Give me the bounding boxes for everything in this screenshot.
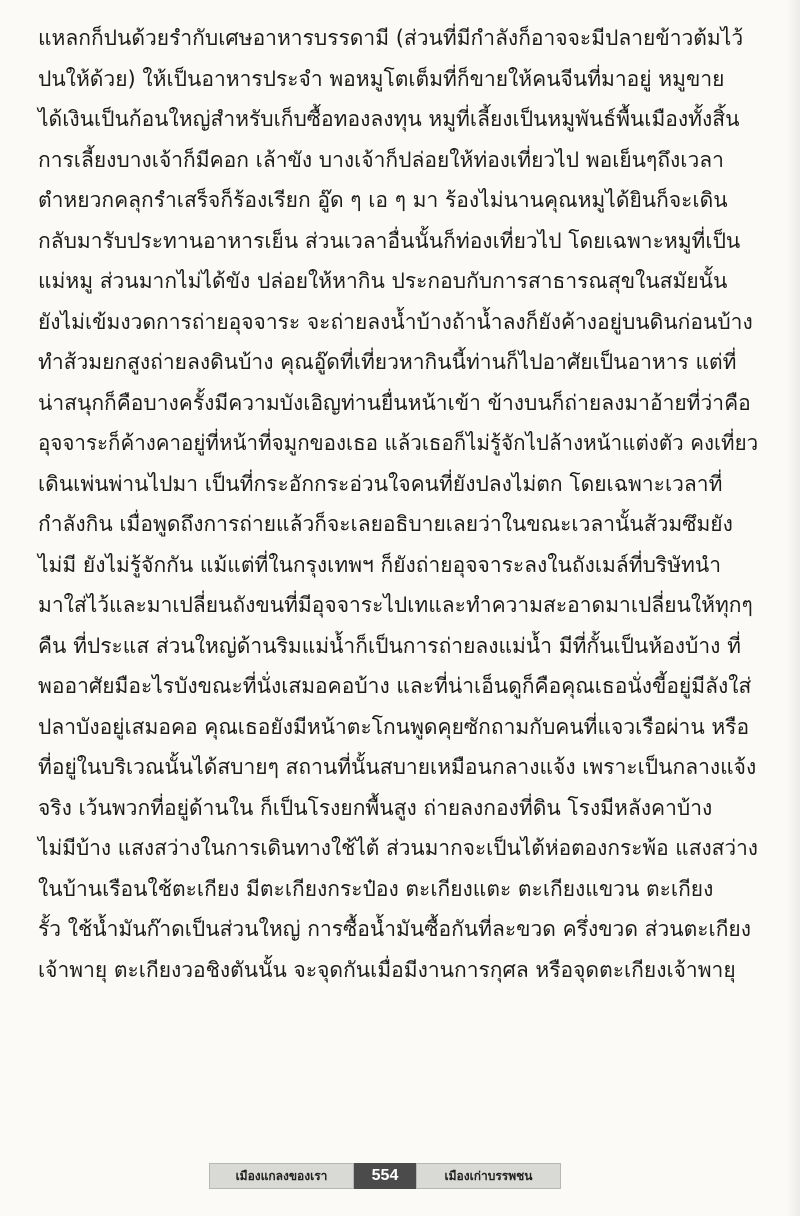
text-line-22: ในบ้านเรือนใช้ตะเกียง มีตะเกียงกระป๋อง ตะเกียงแตะ ตะเกียงแขวน ตะเกียง	[38, 876, 714, 901]
footer-book-title: เมืองแกลงของเรา	[209, 1163, 354, 1189]
text-line-10: น่าสนุกก็คือบางครั้งมีความบังเอิญท่านยื่นหน้าเข้า ข้างบนก็ถ่ายลงมาอ้ายที่ว่าคือ	[38, 390, 751, 415]
text-line-9: ทำส้วมยกสูงถ่ายลงดินบ้าง คุณอู๊ดที่เที่ยวหากินนี้ท่านก็ไปอาศัยเป็นอาหาร แต่ที่	[38, 350, 737, 374]
text-line-13: กำลังกิน เมื่อพูดถึงการถ่ายแล้วก็จะเลยอธิบายเลยว่าในขณะเวลานั้นส้วมซึมยัง	[38, 512, 733, 536]
text-line-23: รั้ว ใช้น้ำมันก๊าดเป็นส่วนใหญ่ การซื้อน้ำมันซื้อกันที่ละขวด ครึ่งขวด ส่วนตะเกียง	[38, 917, 751, 941]
text-line-4: การเลี้ยงบางเจ้าก็มีคอก เล้าขัง บางเจ้าก็ปล่อยให้ท่องเที่ยวไป พอเย็นๆถึงเวลา	[38, 147, 724, 172]
paragraph	[38, 18, 758, 990]
text-line-8: ยังไม่เข้มงวดการถ่ายอุจจาระ จะถ่ายลงน้ำบ้างถ้าน้ำลงก็ยังค้างอยู่บนดินก่อนบ้าง	[38, 309, 753, 334]
text-line-16: คืน ที่ประแส ส่วนใหญ่ด้านริมแม่น้ำก็เป็นการถ่ายลงแม่น้ำ มีที่กั้นเป็นห้องบ้าง ที่	[38, 633, 741, 658]
page-footer	[209, 1163, 561, 1189]
text-line-11: อุจจาระก็ค้างคาอยู่ที่หน้าที่จมูกของเธอ แล้วเธอก็ไม่รู้จักไปล้างหน้าแต่งตัว คงเที่ยว	[38, 431, 759, 455]
text-line-1: แหลกก็ปนด้วยรำกับเศษอาหารบรรดามี (ส่วนที่มีกำลังก็อาจจะมีปลายข้าวต้มไว้	[38, 26, 744, 50]
text-line-5: ตำหยวกคลุกรำเสร็จก็ร้องเรียก อู๊ด ๆ เอ ๆ มา ร้องไม่นานคุณหมูได้ยินก็จะเดิน	[38, 188, 728, 212]
text-line-24: เจ้าพายุ ตะเกียงวอชิงตันนั้น จะจุดกันเมื่อมีงานการกุศล หรือจุดตะเกียงเจ้าพายุ	[38, 957, 736, 982]
page-edge-shadow	[786, 0, 800, 1216]
page-number: 554	[354, 1163, 416, 1189]
text-line-18: ปลาบังอยู่เสมอคอ คุณเธอยังมีหน้าตะโกนพูดคุยซักถามกับคนที่แจวเรือผ่าน หรือ	[38, 714, 750, 739]
text-line-21: ไม่มีบ้าง แสงสว่างในการเดินทางใช้ไต้ ส่วนมากจะเป็นไต้ห่อตองกระพ้อ แสงสว่าง	[38, 836, 758, 860]
text-line-6: กลับมารับประทานอาหารเย็น ส่วนเวลาอื่นนั้นก็ท่องเที่ยวไป โดยเฉพาะหมูที่เป็น	[38, 228, 741, 253]
text-line-19: ที่อยู่ในบริเวณนั้นได้สบายๆ สถานที่นั้นสบายเหมือนกลางแจ้ง เพราะเป็นกลางแจ้ง	[38, 755, 757, 779]
footer-section-title: เมืองเก่าบรรพชน	[416, 1163, 561, 1189]
text-line-3: ได้เงินเป็นก้อนใหญ่สำหรับเก็บซื้อทองลงทุน หมูที่เลี้ยงเป็นหมูพันธ์พื้นเมืองทั้งสิ้น	[38, 107, 740, 131]
text-line-15: มาใส่ไว้และมาเปลี่ยนถังขนที่มีอุจจาระไปเทและทำความสะอาดมาเปลี่ยนให้ทุกๆ	[38, 593, 753, 617]
text-line-12: เดินเพ่นพ่านไปมา เป็นที่กระอักกระอ่วนใจคนที่ยังปลงไม่ตก โดยเฉพาะเวลาที่	[38, 471, 723, 496]
text-line-14: ไม่มี ยังไม่รู้จักกัน แม้แต่ที่ในกรุงเทพฯ ก็ยังถ่ายอุจจาระลงในถังเมล์ที่บริษัทนำ	[38, 552, 722, 577]
text-line-2: ปนให้ด้วย) ให้เป็นอาหารประจำ พอหมูโตเต็มที่ก็ขายให้คนจีนที่มาอยู่ หมูขาย	[38, 66, 725, 91]
text-line-20: จริง เว้นพวกที่อยู่ด้านใน ก็เป็นโรงยกพื้นสูง ถ่ายลงกองที่ดิน โรงมีหลังคาบ้าง	[38, 795, 713, 820]
text-line-7: แม่หมู ส่วนมากไม่ได้ขัง ปล่อยให้หากิน ประกอบกับการสาธารณสุขในสมัยนั้น	[38, 269, 728, 293]
text-line-17: พออาศัยมือะไรบังขณะที่นั่งเสมอคอบ้าง และที่น่าเอ็นดูก็คือคุณเธอนั่งขี้อยู่มีลังใส่	[38, 674, 752, 698]
